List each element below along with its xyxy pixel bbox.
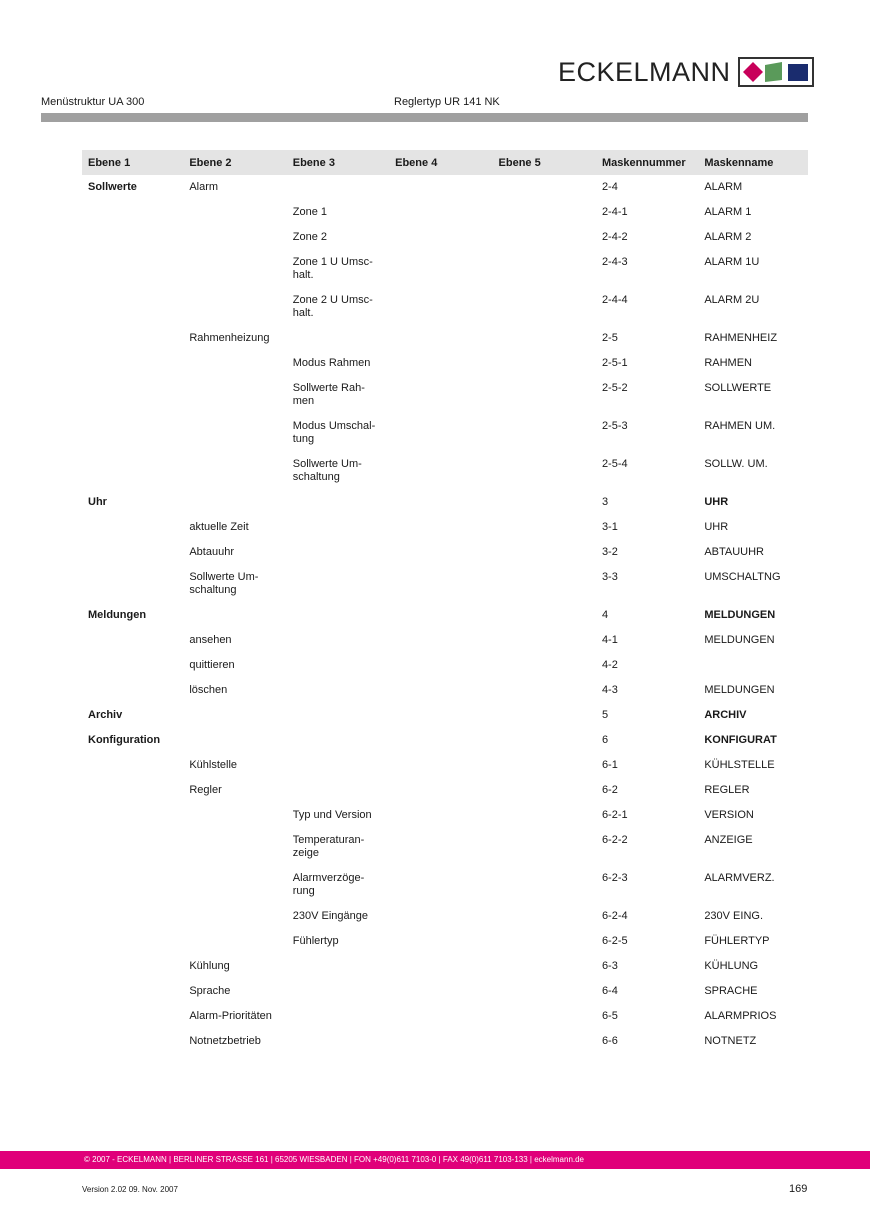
table-row bbox=[82, 904, 808, 929]
table-row bbox=[82, 175, 808, 200]
cell-ebene-3: Temperaturan- zeige bbox=[292, 834, 365, 859]
cell-ebene-1 bbox=[82, 565, 183, 603]
cell-ebene-2: quittieren bbox=[189, 659, 235, 671]
cell-maskennummer: 2-5-4 bbox=[601, 458, 628, 470]
cell-ebene-2 bbox=[183, 828, 286, 866]
cell-ebene-3: Fühlertyp bbox=[292, 935, 339, 947]
cell-ebene-5 bbox=[493, 540, 596, 565]
cell-ebene-5 bbox=[493, 452, 596, 490]
table-row bbox=[82, 728, 808, 753]
cell-ebene-5 bbox=[493, 979, 596, 1004]
cell-ebene-4 bbox=[389, 929, 492, 954]
cell-ebene-3: Zone 2 U Umsc- halt. bbox=[292, 294, 373, 319]
table-body bbox=[82, 175, 808, 1054]
cell-maskenname: RAHMEN UM. bbox=[704, 420, 776, 432]
cell-ebene-1 bbox=[82, 904, 183, 929]
cell-ebene-2: Alarm bbox=[189, 181, 219, 193]
cell-ebene-5 bbox=[493, 515, 596, 540]
version-info: Version 2.02 09. Nov. 2007 bbox=[82, 1185, 178, 1194]
cell-ebene-1 bbox=[82, 250, 183, 288]
cell-ebene-3 bbox=[287, 515, 389, 540]
cell-maskenname: FÜHLERTYP bbox=[704, 935, 770, 947]
cell-maskenname: MELDUNGEN bbox=[704, 684, 775, 696]
table-row bbox=[82, 1029, 808, 1054]
cell-ebene-3 bbox=[287, 1029, 389, 1054]
cell-maskennummer: 2-4-1 bbox=[601, 206, 628, 218]
cell-ebene-2 bbox=[183, 250, 286, 288]
cell-maskenname: ABTAUUHR bbox=[704, 546, 765, 558]
cell-ebene-4 bbox=[389, 376, 492, 414]
cell-maskenname: REGLER bbox=[704, 784, 750, 796]
cell-ebene-5 bbox=[493, 866, 596, 904]
table-row bbox=[82, 288, 808, 326]
cell-ebene-5 bbox=[493, 326, 596, 351]
cell-ebene-1 bbox=[82, 1004, 183, 1029]
cell-maskenname: ALARM 2U bbox=[704, 294, 760, 306]
cell-maskennummer: 6-1 bbox=[601, 759, 618, 771]
cell-ebene-4 bbox=[389, 678, 492, 703]
header-divider-bar bbox=[41, 113, 808, 122]
cell-ebene-2 bbox=[183, 452, 286, 490]
cell-maskennummer: 6-2-3 bbox=[601, 872, 628, 884]
cell-maskenname: KONFIGURAT bbox=[704, 734, 777, 746]
cell-ebene-1 bbox=[82, 653, 183, 678]
cell-ebene-4 bbox=[389, 728, 492, 753]
cell-ebene-5 bbox=[493, 288, 596, 326]
cell-maskennummer: 2-5-1 bbox=[601, 357, 628, 369]
table-row bbox=[82, 540, 808, 565]
cell-ebene-2 bbox=[183, 200, 286, 225]
cell-ebene-3 bbox=[287, 728, 389, 753]
cell-ebene-5 bbox=[493, 828, 596, 866]
cell-maskennummer: 5 bbox=[601, 709, 609, 721]
cell-ebene-1 bbox=[82, 414, 183, 452]
cell-ebene-1 bbox=[82, 376, 183, 414]
cell-ebene-1 bbox=[82, 778, 183, 803]
cell-ebene-4 bbox=[389, 490, 492, 515]
table-row bbox=[82, 200, 808, 225]
cell-ebene-5 bbox=[493, 728, 596, 753]
table-row bbox=[82, 628, 808, 653]
cell-ebene-3 bbox=[287, 490, 389, 515]
cell-ebene-5 bbox=[493, 678, 596, 703]
cell-ebene-2: Kühlung bbox=[189, 960, 230, 972]
cell-ebene-2: Sollwerte Um- schaltung bbox=[189, 571, 259, 596]
cell-ebene-4 bbox=[389, 565, 492, 603]
cell-ebene-5 bbox=[493, 1004, 596, 1029]
cell-ebene-3: Typ und Version bbox=[292, 809, 372, 821]
cell-maskennummer: 6-2-1 bbox=[601, 809, 628, 821]
cell-ebene-2 bbox=[183, 490, 286, 515]
cell-maskenname: ALARM 1U bbox=[704, 256, 760, 268]
table-row bbox=[82, 803, 808, 828]
table-row bbox=[82, 414, 808, 452]
cell-maskennummer: 3-3 bbox=[601, 571, 618, 583]
cell-ebene-3 bbox=[287, 678, 389, 703]
cell-ebene-5 bbox=[493, 803, 596, 828]
cell-ebene-2 bbox=[183, 603, 286, 628]
cell-maskennummer: 6-5 bbox=[601, 1010, 618, 1022]
cell-ebene-2 bbox=[183, 929, 286, 954]
cell-ebene-1 bbox=[82, 540, 183, 565]
cell-maskennummer: 4-3 bbox=[601, 684, 618, 696]
cell-maskenname: SOLLW. UM. bbox=[704, 458, 768, 470]
table-row bbox=[82, 515, 808, 540]
cell-maskennummer: 2-4-3 bbox=[601, 256, 628, 268]
cell-ebene-1 bbox=[82, 452, 183, 490]
document-title: Menüstruktur UA 300 bbox=[41, 96, 145, 108]
cell-ebene-4 bbox=[389, 954, 492, 979]
cell-ebene-5 bbox=[493, 565, 596, 603]
cell-ebene-1 bbox=[82, 753, 183, 778]
cell-ebene-5 bbox=[493, 603, 596, 628]
header-ebene-3: Ebene 3 bbox=[287, 150, 389, 175]
cell-maskenname: ALARM 1 bbox=[704, 206, 752, 218]
cell-maskennummer: 6-2-2 bbox=[601, 834, 628, 846]
cell-ebene-2 bbox=[183, 866, 286, 904]
menu-structure-table bbox=[82, 150, 808, 1054]
cell-ebene-5 bbox=[493, 490, 596, 515]
table-row bbox=[82, 225, 808, 250]
cell-ebene-5 bbox=[493, 351, 596, 376]
logo-mark-icon bbox=[738, 57, 814, 87]
cell-ebene-2: Kühlstelle bbox=[189, 759, 238, 771]
cell-maskennummer: 3 bbox=[601, 496, 609, 508]
cell-ebene-2 bbox=[183, 904, 286, 929]
eckelmann-logo bbox=[558, 56, 814, 88]
cell-ebene-2 bbox=[183, 803, 286, 828]
cell-maskenname: ALARM 2 bbox=[704, 231, 752, 243]
cell-ebene-2: Rahmenheizung bbox=[189, 332, 270, 344]
cell-maskenname: ARCHIV bbox=[704, 709, 747, 721]
cell-ebene-3: Sollwerte Um- schaltung bbox=[292, 458, 362, 483]
cell-ebene-5 bbox=[493, 1029, 596, 1054]
cell-maskennummer: 3-2 bbox=[601, 546, 618, 558]
cell-ebene-3 bbox=[287, 753, 389, 778]
cell-ebene-5 bbox=[493, 175, 596, 200]
cell-ebene-4 bbox=[389, 540, 492, 565]
cell-ebene-3: Zone 2 bbox=[292, 231, 327, 243]
cell-ebene-2: ansehen bbox=[189, 634, 232, 646]
cell-maskenname: UMSCHALTNG bbox=[704, 571, 781, 583]
cell-ebene-5 bbox=[493, 703, 596, 728]
cell-ebene-3 bbox=[287, 628, 389, 653]
header-ebene-2: Ebene 2 bbox=[183, 150, 286, 175]
cell-maskenname: MELDUNGEN bbox=[704, 609, 776, 621]
cell-maskennummer: 6 bbox=[601, 734, 609, 746]
cell-ebene-1 bbox=[82, 225, 183, 250]
table-row bbox=[82, 565, 808, 603]
cell-ebene-4 bbox=[389, 753, 492, 778]
cell-ebene-4 bbox=[389, 803, 492, 828]
cell-ebene-5 bbox=[493, 653, 596, 678]
table-header-row bbox=[82, 150, 808, 175]
logo-text: ECKELMANN bbox=[558, 57, 731, 87]
cell-ebene-1 bbox=[82, 803, 183, 828]
footer-bar bbox=[0, 1151, 870, 1169]
cell-ebene-1 bbox=[82, 929, 183, 954]
cell-maskenname: UHR bbox=[704, 521, 729, 533]
cell-maskenname: ANZEIGE bbox=[704, 834, 753, 846]
cell-ebene-3 bbox=[287, 540, 389, 565]
cell-ebene-5 bbox=[493, 778, 596, 803]
cell-ebene-4 bbox=[389, 603, 492, 628]
cell-ebene-4 bbox=[389, 628, 492, 653]
cell-ebene-3: Zone 1 U Umsc- halt. bbox=[292, 256, 373, 281]
cell-ebene-1 bbox=[82, 828, 183, 866]
cell-ebene-1 bbox=[82, 1029, 183, 1054]
cell-ebene-4 bbox=[389, 250, 492, 288]
cell-ebene-4 bbox=[389, 1004, 492, 1029]
cell-ebene-1 bbox=[82, 979, 183, 1004]
cell-ebene-2: aktuelle Zeit bbox=[189, 521, 249, 533]
cell-maskenname: 230V EING. bbox=[704, 910, 764, 922]
cell-maskenname: UHR bbox=[704, 496, 729, 508]
table-row bbox=[82, 703, 808, 728]
cell-ebene-3 bbox=[287, 326, 389, 351]
table-row bbox=[82, 653, 808, 678]
cell-ebene-5 bbox=[493, 414, 596, 452]
cell-ebene-2 bbox=[183, 728, 286, 753]
cell-ebene-4 bbox=[389, 515, 492, 540]
cell-ebene-1 bbox=[82, 326, 183, 351]
cell-ebene-4 bbox=[389, 828, 492, 866]
cell-maskennummer: 6-2 bbox=[601, 784, 618, 796]
cell-ebene-3: Zone 1 bbox=[292, 206, 327, 218]
table-row bbox=[82, 1004, 808, 1029]
cell-maskenname: SOLLWERTE bbox=[704, 382, 772, 394]
cell-maskennummer: 2-5-2 bbox=[601, 382, 628, 394]
header-maskenname: Maskenname bbox=[698, 150, 808, 175]
cell-maskenname bbox=[698, 653, 808, 678]
cell-ebene-2: Sprache bbox=[189, 985, 231, 997]
table-row bbox=[82, 250, 808, 288]
cell-ebene-5 bbox=[493, 200, 596, 225]
cell-maskennummer: 6-2-5 bbox=[601, 935, 628, 947]
cell-ebene-4 bbox=[389, 351, 492, 376]
cell-maskenname: VERSION bbox=[704, 809, 754, 821]
cell-ebene-3 bbox=[287, 954, 389, 979]
cell-ebene-1: Meldungen bbox=[88, 609, 147, 621]
cell-ebene-2: löschen bbox=[189, 684, 228, 696]
cell-ebene-1 bbox=[82, 628, 183, 653]
cell-ebene-3: Modus Rahmen bbox=[292, 357, 371, 369]
cell-ebene-1 bbox=[82, 200, 183, 225]
cell-ebene-4 bbox=[389, 326, 492, 351]
cell-maskennummer: 6-4 bbox=[601, 985, 618, 997]
header-ebene-5: Ebene 5 bbox=[493, 150, 596, 175]
cell-maskenname: MELDUNGEN bbox=[704, 634, 775, 646]
cell-maskenname: RAHMEN bbox=[704, 357, 752, 369]
table-row bbox=[82, 603, 808, 628]
cell-ebene-4 bbox=[389, 1029, 492, 1054]
cell-ebene-5 bbox=[493, 376, 596, 414]
cell-ebene-3 bbox=[287, 175, 389, 200]
cell-ebene-1: Uhr bbox=[88, 496, 107, 508]
cell-ebene-2: Alarm-Prioritäten bbox=[189, 1010, 272, 1022]
cell-ebene-2: Notnetzbetrieb bbox=[189, 1035, 261, 1047]
cell-ebene-5 bbox=[493, 250, 596, 288]
cell-maskennummer: 4-2 bbox=[601, 659, 618, 671]
table-row bbox=[82, 866, 808, 904]
table-row bbox=[82, 326, 808, 351]
cell-ebene-3 bbox=[287, 979, 389, 1004]
table-row bbox=[82, 778, 808, 803]
table-row bbox=[82, 753, 808, 778]
cell-maskennummer: 6-3 bbox=[601, 960, 618, 972]
cell-ebene-5 bbox=[493, 628, 596, 653]
cell-ebene-3 bbox=[287, 703, 389, 728]
cell-maskenname: ALARM bbox=[704, 181, 743, 193]
cell-ebene-4 bbox=[389, 778, 492, 803]
cell-ebene-2 bbox=[183, 288, 286, 326]
cell-ebene-4 bbox=[389, 703, 492, 728]
cell-ebene-3 bbox=[287, 603, 389, 628]
cell-maskenname: KÜHLSTELLE bbox=[704, 759, 775, 771]
table-row bbox=[82, 452, 808, 490]
cell-ebene-3: Alarmverzöge- rung bbox=[292, 872, 365, 897]
cell-ebene-5 bbox=[493, 225, 596, 250]
table-row bbox=[82, 828, 808, 866]
cell-maskennummer: 2-4 bbox=[601, 181, 618, 193]
controller-type: Reglertyp UR 141 NK bbox=[394, 96, 500, 108]
cell-ebene-1 bbox=[82, 351, 183, 376]
cell-ebene-2: Regler bbox=[189, 784, 222, 796]
cell-maskennummer: 6-6 bbox=[601, 1035, 618, 1047]
cell-ebene-5 bbox=[493, 904, 596, 929]
cell-ebene-1 bbox=[82, 866, 183, 904]
header-ebene-1: Ebene 1 bbox=[82, 150, 183, 175]
cell-ebene-2 bbox=[183, 703, 286, 728]
cell-maskennummer: 2-5 bbox=[601, 332, 618, 344]
cell-ebene-2 bbox=[183, 376, 286, 414]
cell-maskennummer: 6-2-4 bbox=[601, 910, 628, 922]
cell-ebene-2: Abtauuhr bbox=[189, 546, 234, 558]
header-ebene-4: Ebene 4 bbox=[389, 150, 492, 175]
table-row bbox=[82, 351, 808, 376]
table-row bbox=[82, 954, 808, 979]
logo-squares-icon bbox=[740, 59, 812, 85]
cell-ebene-1: Archiv bbox=[88, 709, 123, 721]
cell-ebene-5 bbox=[493, 753, 596, 778]
table-row bbox=[82, 376, 808, 414]
table-row bbox=[82, 490, 808, 515]
cell-ebene-5 bbox=[493, 929, 596, 954]
cell-ebene-3: Sollwerte Rah- men bbox=[292, 382, 365, 407]
cell-ebene-1: Konfiguration bbox=[88, 734, 161, 746]
table-row bbox=[82, 929, 808, 954]
cell-maskenname: ALARMPRIOS bbox=[704, 1010, 777, 1022]
header-maskennummer: Maskennummer bbox=[596, 150, 698, 175]
cell-ebene-4 bbox=[389, 866, 492, 904]
cell-maskenname: KÜHLUNG bbox=[704, 960, 759, 972]
cell-maskenname: SPRACHE bbox=[704, 985, 758, 997]
cell-ebene-3: 230V Eingänge bbox=[292, 910, 368, 922]
cell-maskennummer: 2-4-4 bbox=[601, 294, 628, 306]
cell-ebene-3: Modus Umschal- tung bbox=[292, 420, 376, 445]
cell-ebene-4 bbox=[389, 175, 492, 200]
cell-ebene-4 bbox=[389, 452, 492, 490]
cell-ebene-4 bbox=[389, 414, 492, 452]
cell-ebene-4 bbox=[389, 225, 492, 250]
cell-maskennummer: 2-4-2 bbox=[601, 231, 628, 243]
table-row bbox=[82, 678, 808, 703]
table-row bbox=[82, 979, 808, 1004]
cell-ebene-4 bbox=[389, 979, 492, 1004]
cell-maskenname: ALARMVERZ. bbox=[704, 872, 775, 884]
cell-ebene-3 bbox=[287, 565, 389, 603]
cell-ebene-1 bbox=[82, 678, 183, 703]
cell-ebene-2 bbox=[183, 351, 286, 376]
cell-ebene-3 bbox=[287, 1004, 389, 1029]
page-number: 169 bbox=[789, 1183, 808, 1195]
cell-ebene-4 bbox=[389, 200, 492, 225]
cell-ebene-1 bbox=[82, 288, 183, 326]
cell-ebene-4 bbox=[389, 653, 492, 678]
cell-ebene-1 bbox=[82, 515, 183, 540]
cell-maskennummer: 3-1 bbox=[601, 521, 618, 533]
cell-maskenname: NOTNETZ bbox=[704, 1035, 757, 1047]
cell-maskennummer: 4 bbox=[601, 609, 609, 621]
cell-maskennummer: 4-1 bbox=[601, 634, 618, 646]
cell-ebene-1 bbox=[82, 954, 183, 979]
cell-ebene-4 bbox=[389, 288, 492, 326]
cell-ebene-3 bbox=[287, 653, 389, 678]
cell-ebene-4 bbox=[389, 904, 492, 929]
cell-ebene-5 bbox=[493, 954, 596, 979]
cell-maskennummer: 2-5-3 bbox=[601, 420, 628, 432]
cell-maskenname: RAHMENHEIZ bbox=[704, 332, 778, 344]
cell-ebene-2 bbox=[183, 414, 286, 452]
cell-ebene-1: Sollwerte bbox=[88, 181, 137, 193]
cell-ebene-2 bbox=[183, 225, 286, 250]
cell-ebene-3 bbox=[287, 778, 389, 803]
footer-address: © 2007 - ECKELMANN | BERLINER STRASSE 161 | 65205 WIESBADEN | FON +49(0)611 7103-0 | FAX 49(0)611 7103-133 | eckelmann.de bbox=[84, 1155, 585, 1164]
